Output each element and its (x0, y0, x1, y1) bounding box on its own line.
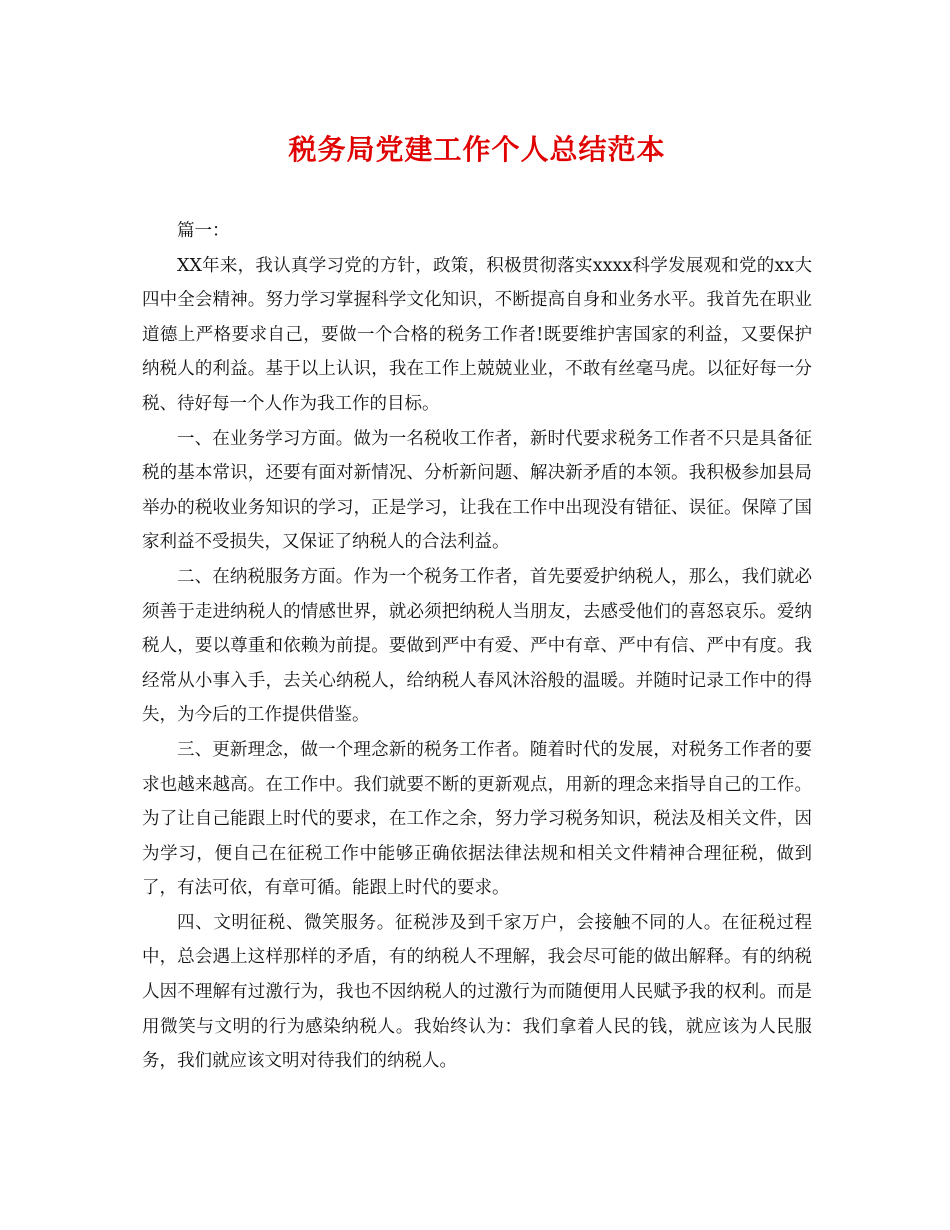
paragraph-intro: XX年来，我认真学习党的方针，政策，积极贯彻落实xxxx科学发展观和党的xx大四中全会精神。努力学习掌握科学文化知识，不断提高自身和业务水平。我首先在职业道德上严格要求自己，要做一个合格的税务工作者!既要维护害国家的利益，又要保护纳税人的利益。基于以上认识，我在工作上兢兢业业，不敢有丝毫马虎。以征好每一分税、待好每一个人作为我工作的目标。 (142, 255, 812, 414)
paragraph-taxpayer-service: 二、在纳税服务方面。作为一个税务工作者，首先要爱护纳税人，那么，我们就必须善于走进纳税人的情感世界，就必须把纳税人当朋友，去感受他们的喜怒哀乐。爱纳税人，要以尊重和依赖为前提。要做到严中有爱、严中有章、严中有信、严中有度。我经常从小事入手，去关心纳税人，给纳税人春风沐浴般的温暖。并随时记录工作中的得失，为今后的工作提供借鉴。 (142, 566, 812, 726)
section-label: 篇一： (177, 221, 230, 241)
document-body (142, 128, 812, 1079)
document-title: 税务局党建工作个人总结范本 (288, 133, 666, 166)
paragraph-update-concepts: 三、更新理念，做一个理念新的税务工作者。随着时代的发展，对税务工作者的要求也越来越高。在工作中。我们就要不断的更新观点，用新的理念来指导自己的工作。为了让自己能跟上时代的要求，在工作之余，努力学习税务知识，税法及相关文件，因为学习，便自己在征税工作中能够正确依据法律法规和相关文件精神合理征税，做到了，有法可依，有章可循。能跟上时代的要求。 (142, 739, 812, 899)
paragraph-civilized-tax-collection: 四、文明征税、微笑服务。征税涉及到千家万户，会接触不同的人。在征税过程中，总会遇上这样那样的矛盾，有的纳税人不理解，我会尽可能的做出解释。有的纳税人因不理解有过激行为，我也不因纳税人的过激行为而随便用人民赋予我的权利。而是用微笑与文明的行为感染纳税人。我始终认为：我们拿着人民的钱，就应该为人民服务，我们就应该文明对待我们的纳税人。 (142, 912, 812, 1072)
paragraph-business-study: 一、在业务学习方面。做为一名税收工作者，新时代要求税务工作者不只是具备征税的基本常识，还要有面对新情况、分析新问题、解决新矛盾的本领。我积极参加县局举办的税收业务知识的学习，正是学习，让我在工作中出现没有错征、误征。保障了国家利益不受损失，又保证了纳税人的合法利益。 (142, 428, 812, 553)
